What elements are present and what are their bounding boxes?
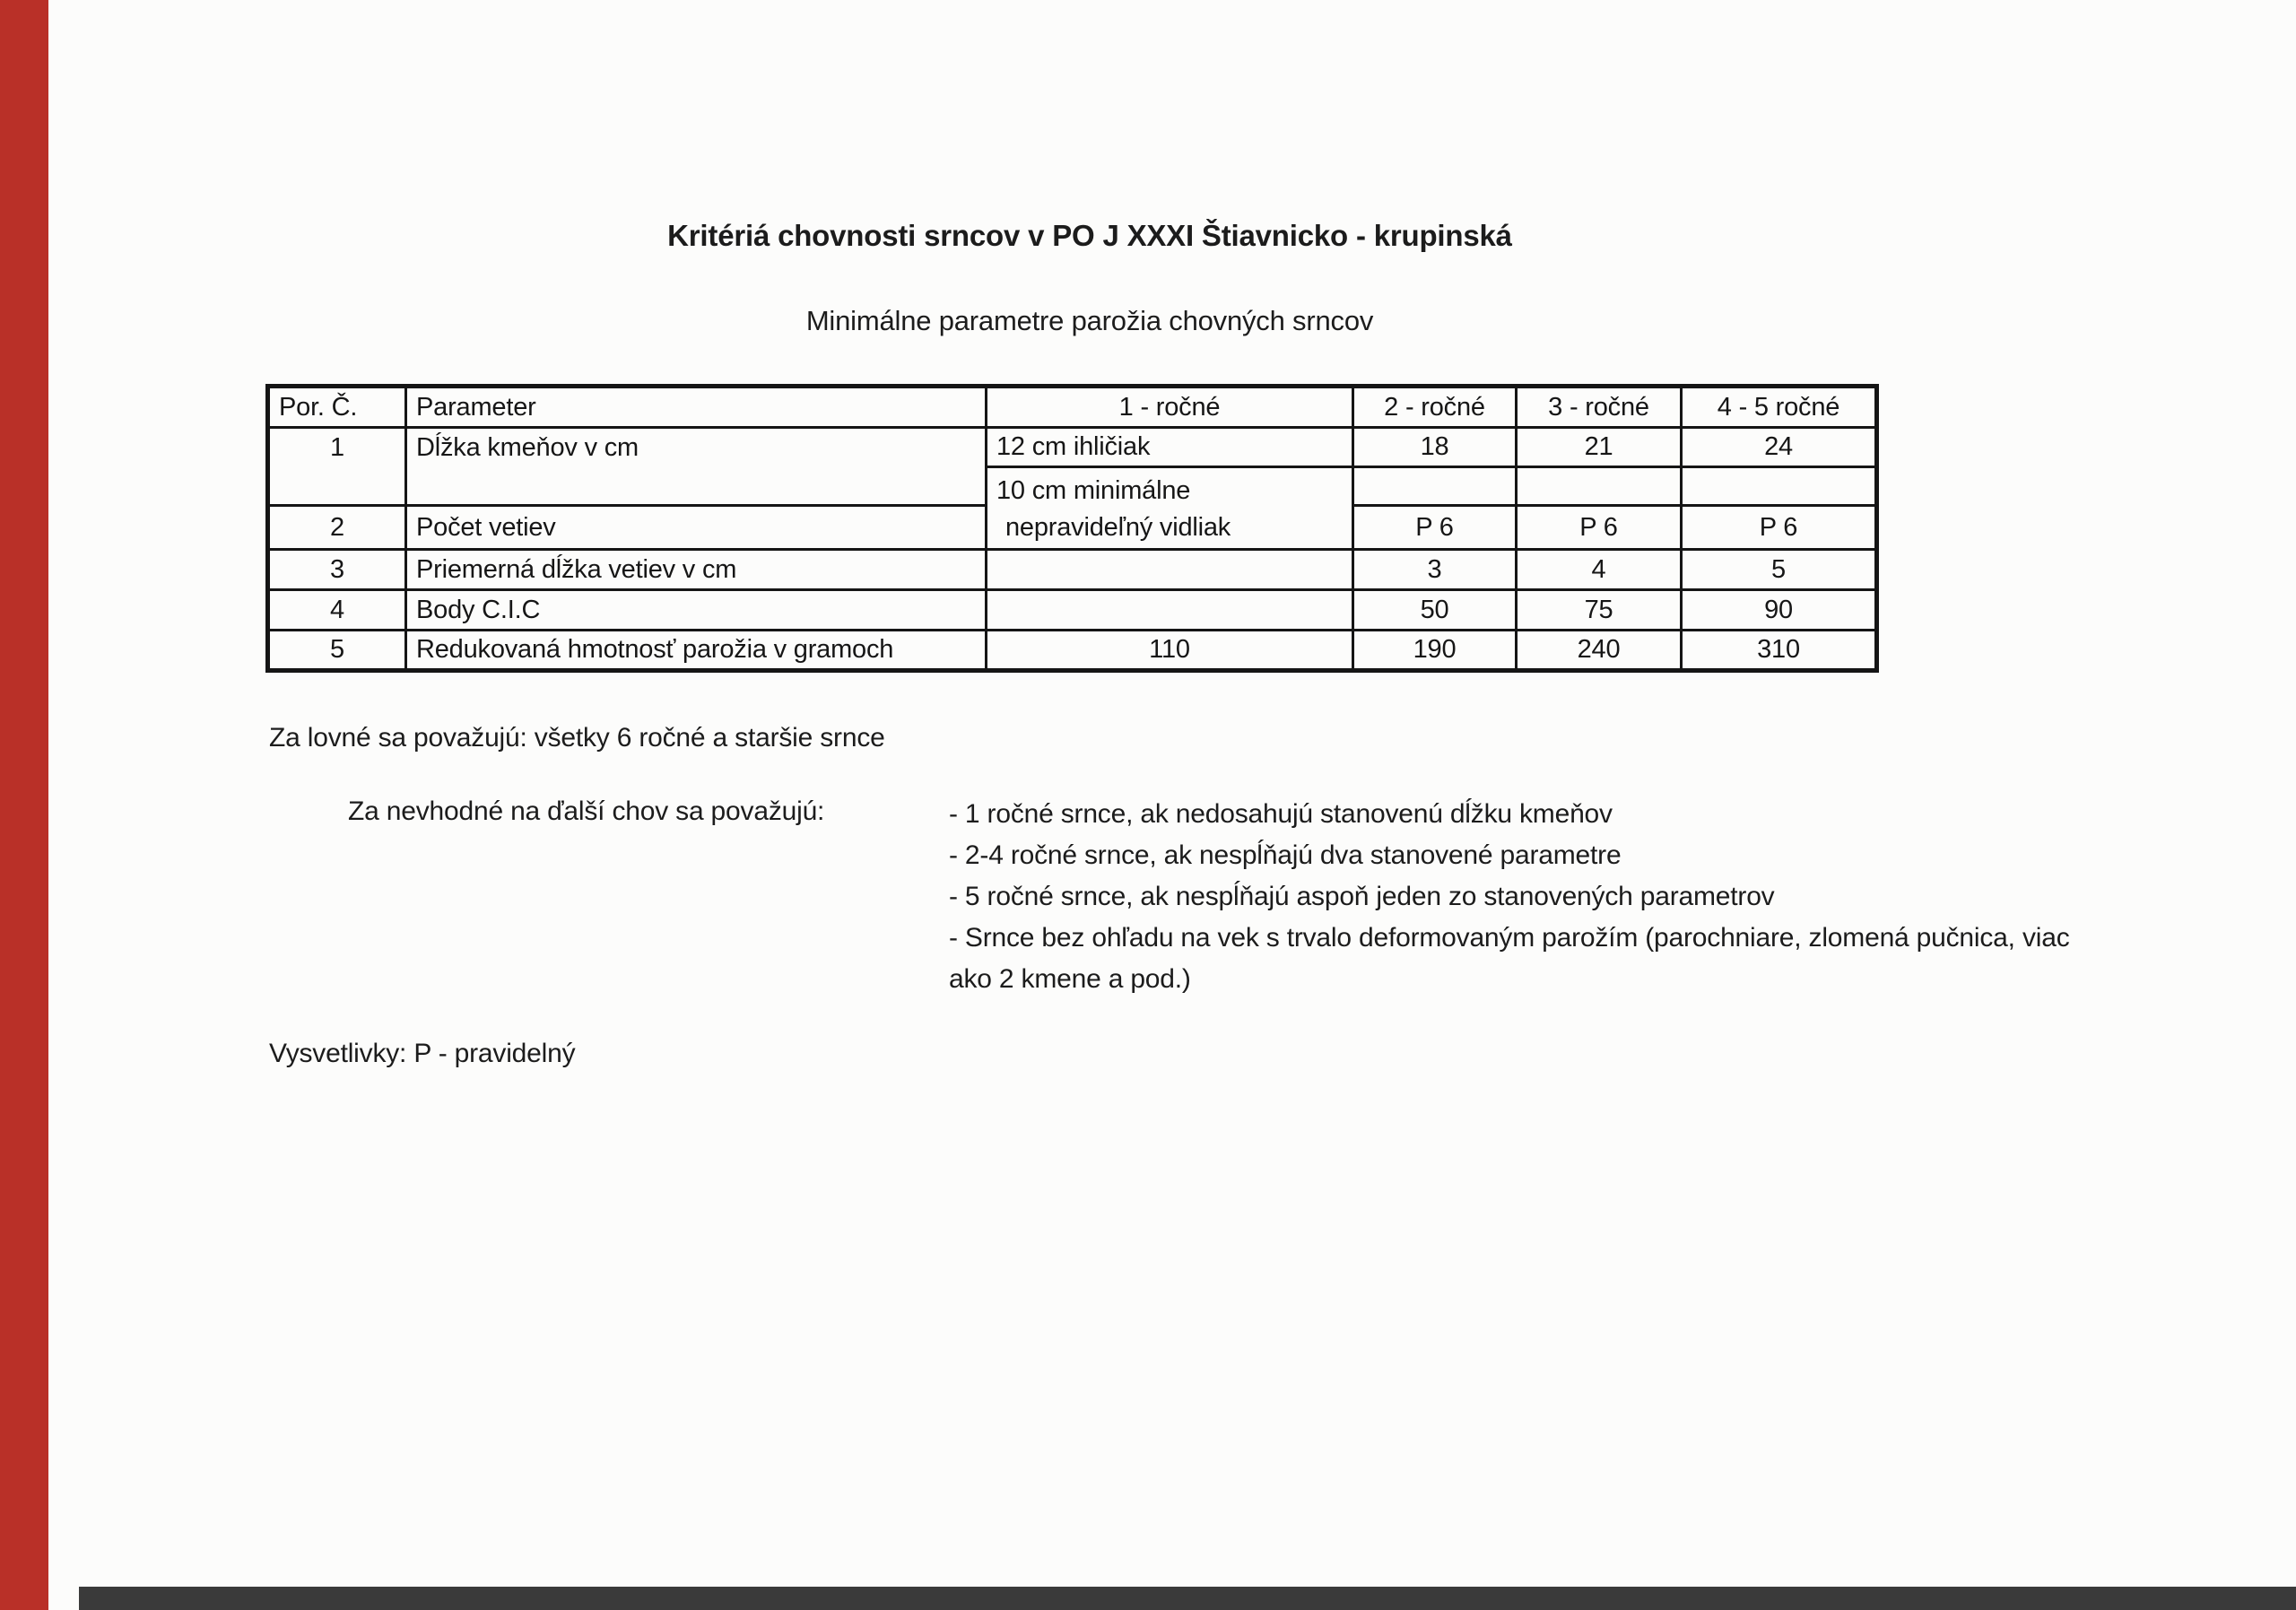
criteria-table bbox=[265, 384, 1879, 673]
row1b-value-1rocne bbox=[987, 467, 1353, 550]
row4-number: 4 bbox=[268, 590, 406, 631]
row4-value-2rocne: 50 bbox=[1353, 590, 1517, 631]
row3-value-3rocne: 4 bbox=[1517, 550, 1682, 590]
row1-value-2rocne: 18 bbox=[1353, 428, 1517, 467]
unsuitable-item-3: - 5 ročné srnce, ak nespĺňajú aspoň jeden zo stanovených parametrov bbox=[949, 882, 1775, 911]
row2-parameter: Počet vetiev bbox=[406, 506, 987, 550]
row3-parameter: Priemerná dĺžka vetiev v cm bbox=[406, 550, 987, 590]
header-4-5-rocne: 4 - 5 ročné bbox=[1682, 387, 1877, 428]
row1b-value-45rocne bbox=[1682, 467, 1877, 506]
document-title: Kritériá chovnosti srncov v PO J XXXI Štiavnicko - krupinská bbox=[667, 219, 1512, 252]
row3-value-45rocne: 5 bbox=[1682, 550, 1877, 590]
row3-number: 3 bbox=[268, 550, 406, 590]
header-3-rocne: 3 - ročné bbox=[1517, 387, 1682, 428]
row5-value-3rocne: 240 bbox=[1517, 631, 1682, 671]
legend-text: Vysvetlivky: P - pravidelný bbox=[269, 1039, 576, 1068]
row1-parameter: Dĺžka kmeňov v cm bbox=[406, 428, 987, 506]
row1-number: 1 bbox=[268, 428, 406, 506]
unsuitable-item-4-continuation: ako 2 kmene a pod.) bbox=[949, 964, 1191, 994]
document-subtitle: Minimálne parametre parožia chovných srncov bbox=[805, 305, 1374, 336]
table-row-5 bbox=[268, 631, 1877, 671]
header-2-rocne: 2 - ročné bbox=[1353, 387, 1517, 428]
row2-value-45rocne: P 6 bbox=[1682, 506, 1877, 550]
row5-parameter: Redukovaná hmotnosť parožia v gramoch bbox=[406, 631, 987, 671]
unsuitable-item-4: - Srnce bez ohľadu na vek s trvalo deformovaným parožím (parochniare, zlomená pučnica, viac bbox=[949, 923, 2070, 953]
row2-value-3rocne: P 6 bbox=[1517, 506, 1682, 550]
row4-parameter: Body C.I.C bbox=[406, 590, 987, 631]
table-row-1 bbox=[268, 428, 1877, 467]
row1b-line1: 10 cm minimálne bbox=[996, 476, 1191, 505]
row5-number: 5 bbox=[268, 631, 406, 671]
header-1-rocne: 1 - ročné bbox=[987, 387, 1353, 428]
table-row-4 bbox=[268, 590, 1877, 631]
row2-value-2rocne: P 6 bbox=[1353, 506, 1517, 550]
row1-value-45rocne: 24 bbox=[1682, 428, 1877, 467]
row2-number: 2 bbox=[268, 506, 406, 550]
row1b-value-2rocne bbox=[1353, 467, 1517, 506]
row1b-value-3rocne bbox=[1517, 467, 1682, 506]
header-parameter: Parameter bbox=[406, 387, 987, 428]
row1-value-3rocne: 21 bbox=[1517, 428, 1682, 467]
note-unsuitable-label: Za nevhodné na ďalší chov sa považujú: bbox=[348, 796, 825, 826]
row4-value-1rocne bbox=[987, 590, 1353, 631]
row1-value-1rocne: 12 cm ihličiak bbox=[987, 428, 1353, 467]
row3-value-1rocne bbox=[987, 550, 1353, 590]
unsuitable-criteria-list bbox=[949, 796, 2070, 1003]
row3-value-2rocne: 3 bbox=[1353, 550, 1517, 590]
row5-value-45rocne: 310 bbox=[1682, 631, 1877, 671]
unsuitable-item-1: - 1 ročné srnce, ak nedosahujú stanovenú dĺžku kmeňov bbox=[949, 799, 1613, 829]
scan-artifact-bottom-bar bbox=[79, 1587, 2296, 1610]
row5-value-1rocne: 110 bbox=[987, 631, 1353, 671]
row1b-line2: nepravideľný vidliak bbox=[1005, 513, 1231, 542]
row4-value-3rocne: 75 bbox=[1517, 590, 1682, 631]
table-header-row bbox=[268, 387, 1877, 428]
unsuitable-item-2: - 2-4 ročné srnce, ak nespĺňajú dva stanovené parametre bbox=[949, 840, 1622, 870]
row5-value-2rocne: 190 bbox=[1353, 631, 1517, 671]
note-harvest-rule: Za lovné sa považujú: všetky 6 ročné a staršie srnce bbox=[269, 723, 885, 753]
row4-value-45rocne: 90 bbox=[1682, 590, 1877, 631]
header-por-c: Por. Č. bbox=[268, 387, 406, 428]
table-row-3 bbox=[268, 550, 1877, 590]
